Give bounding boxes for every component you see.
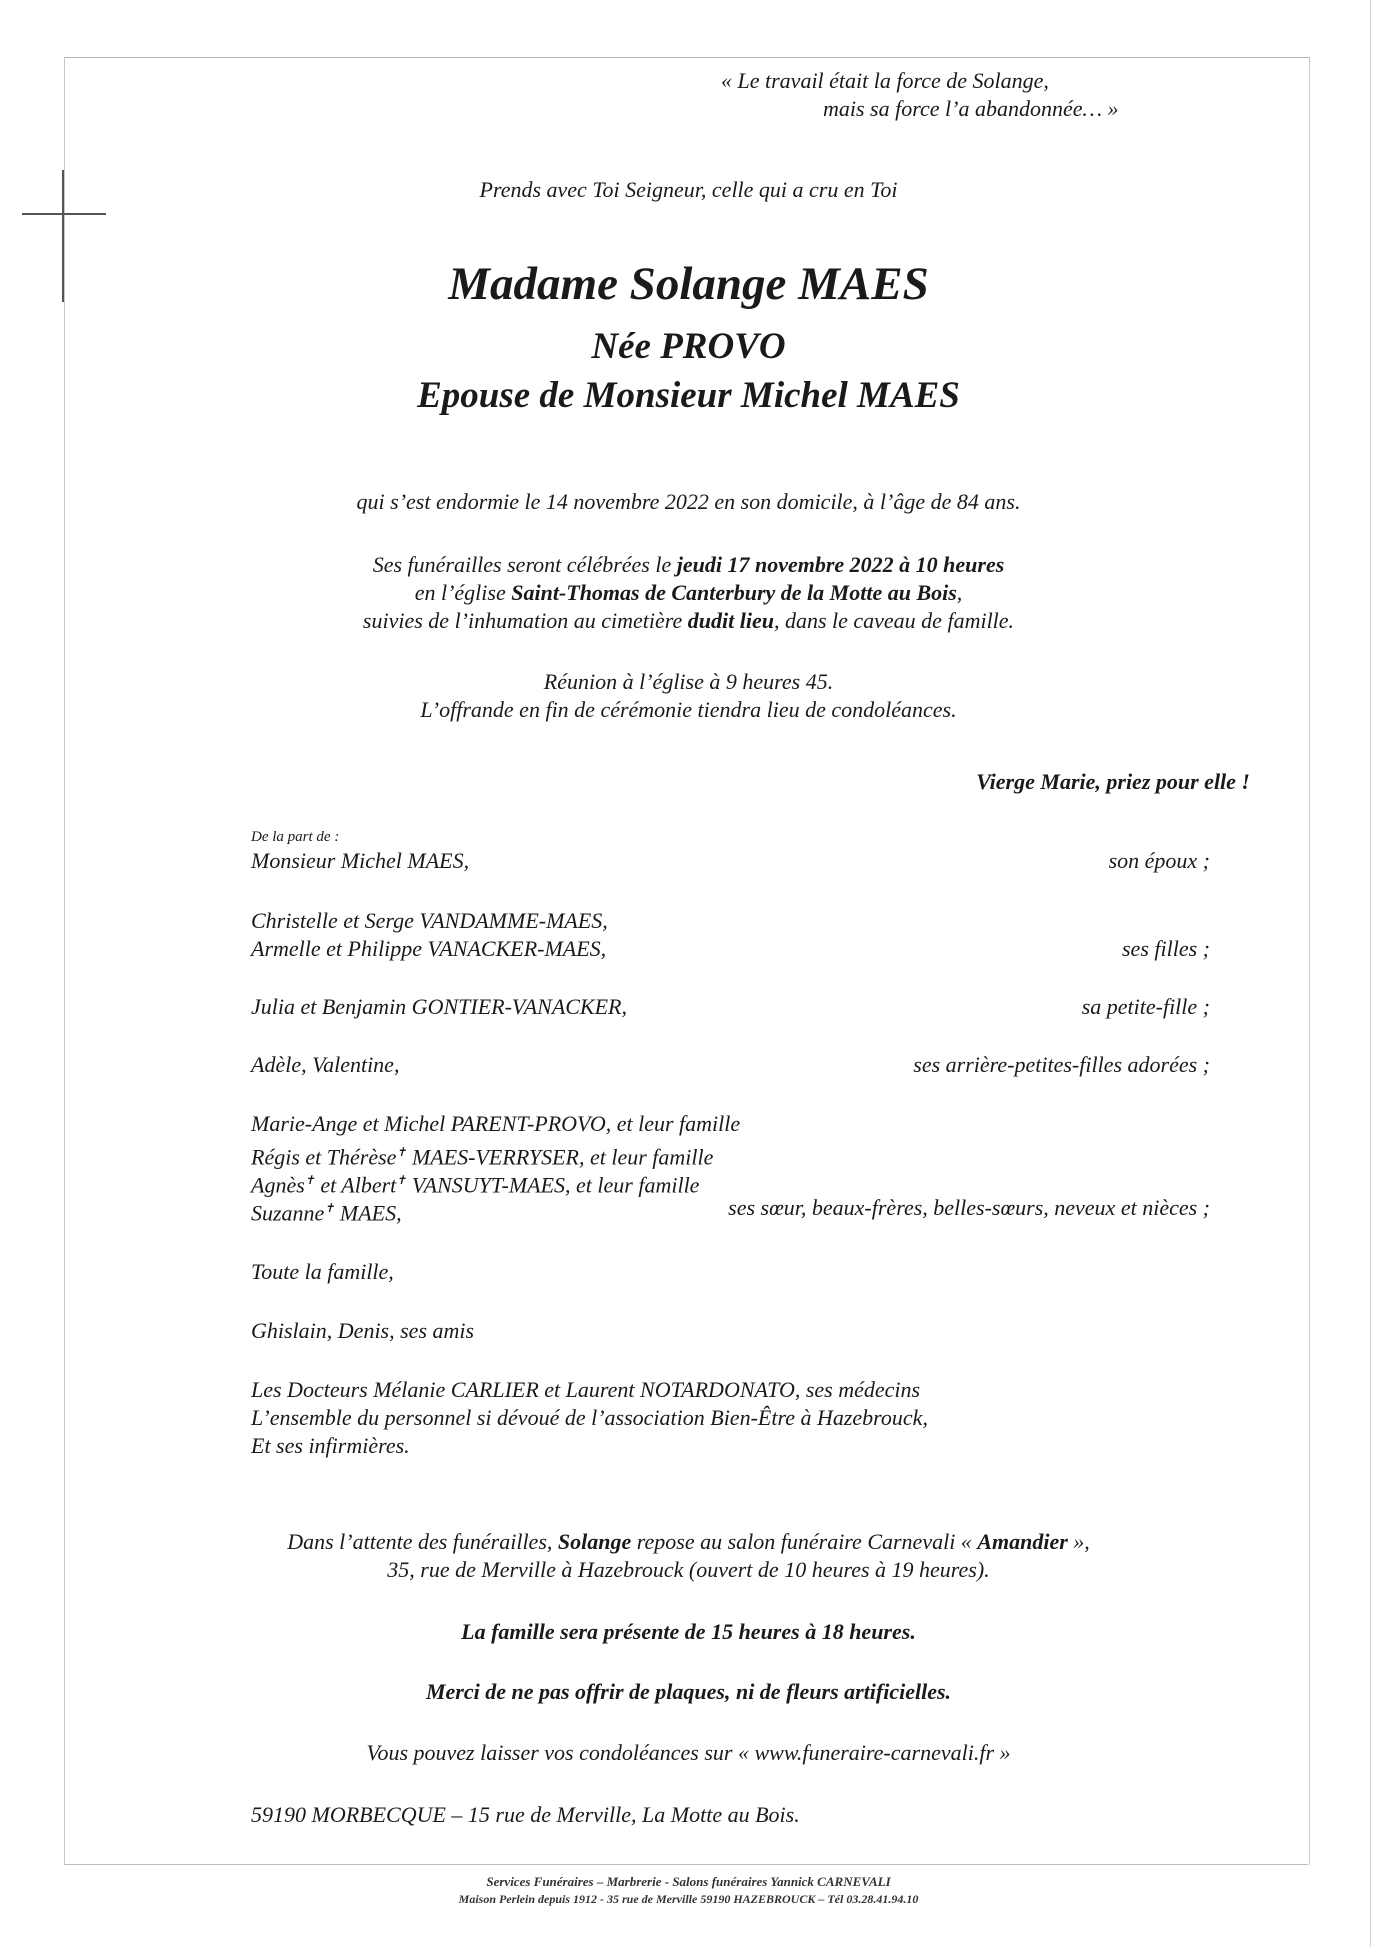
funeral-line-3-end: , dans le caveau de famille. <box>773 608 1015 633</box>
doctors: Les Docteurs Mélanie CARLIER et Laurent NOTARDONATO, ses médecins <box>251 1377 921 1402</box>
deceased-cross-icon: ✝ <box>396 1173 407 1187</box>
funeral-line-3 <box>0 608 1377 634</box>
salon-name: Amandier <box>977 1529 1068 1554</box>
invocation: Vierge Marie, priez pour elle ! <box>976 769 1250 794</box>
deceased-name: Madame Solange MAES <box>448 258 929 310</box>
granddaughter: Julia et Benjamin GONTIER-VANACKER, <box>251 994 627 1019</box>
funeral-line-3-text: suivies de l’inhumation au cimetière <box>362 608 688 633</box>
waiting-text-1: Dans l’attente des funérailles, <box>287 1529 558 1554</box>
spouse-line: Epouse de Monsieur Michel MAES <box>417 375 960 416</box>
family-presence: La famille sera présente de 15 heures à 18 heures. <box>461 1619 916 1644</box>
nurses: Et ses infirmières. <box>251 1433 410 1458</box>
footer-company: Services Funéraires – Marbrerie - Salons funéraires Yannick CARNEVALI <box>486 1874 891 1889</box>
sibling-4 <box>251 1195 402 1226</box>
granddaughter-relation: sa petite-fille ; <box>1081 994 1210 1019</box>
funeral-line-1 <box>0 552 1377 578</box>
church-name: Saint-Thomas de Canterbury de la Motte au Bois <box>511 580 957 605</box>
great-granddaughters-relation: ses arrière-petites-filles adorées ; <box>913 1052 1210 1077</box>
sibling-1: Marie-Ange et Michel PARENT-PROVO, et leur famille <box>251 1111 741 1136</box>
great-granddaughters: Adèle, Valentine, <box>251 1052 400 1077</box>
husband-relation: son époux ; <box>1108 848 1210 873</box>
friends: Ghislain, Denis, ses amis <box>251 1318 475 1343</box>
deceased-cross-icon: ✝ <box>324 1201 335 1215</box>
notice-frame-bottom <box>64 1864 1308 1865</box>
quote-line-1: « Le travail était la force de Solange, <box>721 68 1049 93</box>
waiting-line-1 <box>0 1529 1377 1555</box>
sibling-2-first: Régis et Thérèse <box>251 1144 397 1170</box>
siblings-relation: ses sœur, beaux-frères, belles-sœurs, neveux et nièces ; <box>728 1195 1210 1220</box>
cross-horizontal-bar <box>22 213 106 215</box>
death-notice: qui s’est endormie le 14 novembre 2022 en son domicile, à l’âge de 84 ans. <box>356 489 1021 514</box>
staff: L’ensemble du personnel si dévoué de l’association Bien-Être à Hazebrouck, <box>251 1405 928 1430</box>
maiden-name: Née PROVO <box>591 326 786 367</box>
funeral-line-2-text: en l’église <box>414 580 512 605</box>
sibling-4-rest: MAES, <box>334 1200 402 1226</box>
meeting-line-1: Réunion à l’église à 9 heures 45. <box>543 669 834 694</box>
no-flowers-notice: Merci de ne pas offrir de plaques, ni de fleurs artificielles. <box>425 1679 952 1704</box>
meeting-line-2: L’offrande en fin de cérémonie tiendra lieu de condoléances. <box>420 697 957 722</box>
waiting-text-3: », <box>1067 1529 1090 1554</box>
all-family: Toute la famille, <box>251 1259 394 1284</box>
sibling-3-rest: VANSUYT-MAES, et leur famille <box>406 1172 700 1198</box>
husband-name: Monsieur Michel MAES, <box>251 848 470 873</box>
from-label: De la part de : <box>251 829 340 845</box>
address-line: 59190 MORBECQUE – 15 rue de Merville, La Motte au Bois. <box>251 1802 800 1827</box>
condolences-line: Vous pouvez laisser vos condoléances sur « www.funeraire-carnevali.fr » <box>366 1740 1011 1765</box>
daughters-relation: ses filles ; <box>1122 936 1210 961</box>
deceased-cross-icon: ✝ <box>396 1145 407 1159</box>
deceased-cross-icon: ✝ <box>304 1173 315 1187</box>
funeral-line-2-end: , <box>956 580 963 605</box>
prayer-line: Prends avec Toi Seigneur, celle qui a cru en Toi <box>479 177 898 202</box>
funeral-line-1-text: Ses funérailles seront célébrées le <box>372 552 677 577</box>
sibling-2-rest: MAES-VERRYSER, et leur famille <box>406 1144 714 1170</box>
sibling-4-first: Suzanne <box>251 1200 325 1226</box>
sibling-3 <box>251 1167 699 1198</box>
waiting-text-2: repose au salon funéraire Carnevali « <box>631 1529 978 1554</box>
burial-place: dudit lieu <box>687 608 774 633</box>
daughter-2: Armelle et Philippe VANACKER-MAES, <box>251 936 607 961</box>
footer-contact: Maison Perlein depuis 1912 - 35 rue de Merville 59190 HAZEBROUCK – Tél 03.28.41.94.10 <box>458 1892 919 1906</box>
daughter-1: Christelle et Serge VANDAMME-MAES, <box>251 908 608 933</box>
funeral-date: jeudi 17 novembre 2022 à 10 heures <box>676 552 1005 577</box>
waiting-line-2: 35, rue de Merville à Hazebrouck (ouvert de 10 heures à 19 heures). <box>387 1557 990 1582</box>
sibling-3-second: et Albert <box>314 1172 397 1198</box>
waiting-first-name: Solange <box>557 1529 632 1554</box>
sibling-2 <box>251 1139 713 1170</box>
funeral-line-2 <box>0 580 1377 606</box>
quote-line-2: mais sa force l’a abandonnée… » <box>823 96 1119 121</box>
sibling-3-first: Agnès <box>251 1172 305 1198</box>
